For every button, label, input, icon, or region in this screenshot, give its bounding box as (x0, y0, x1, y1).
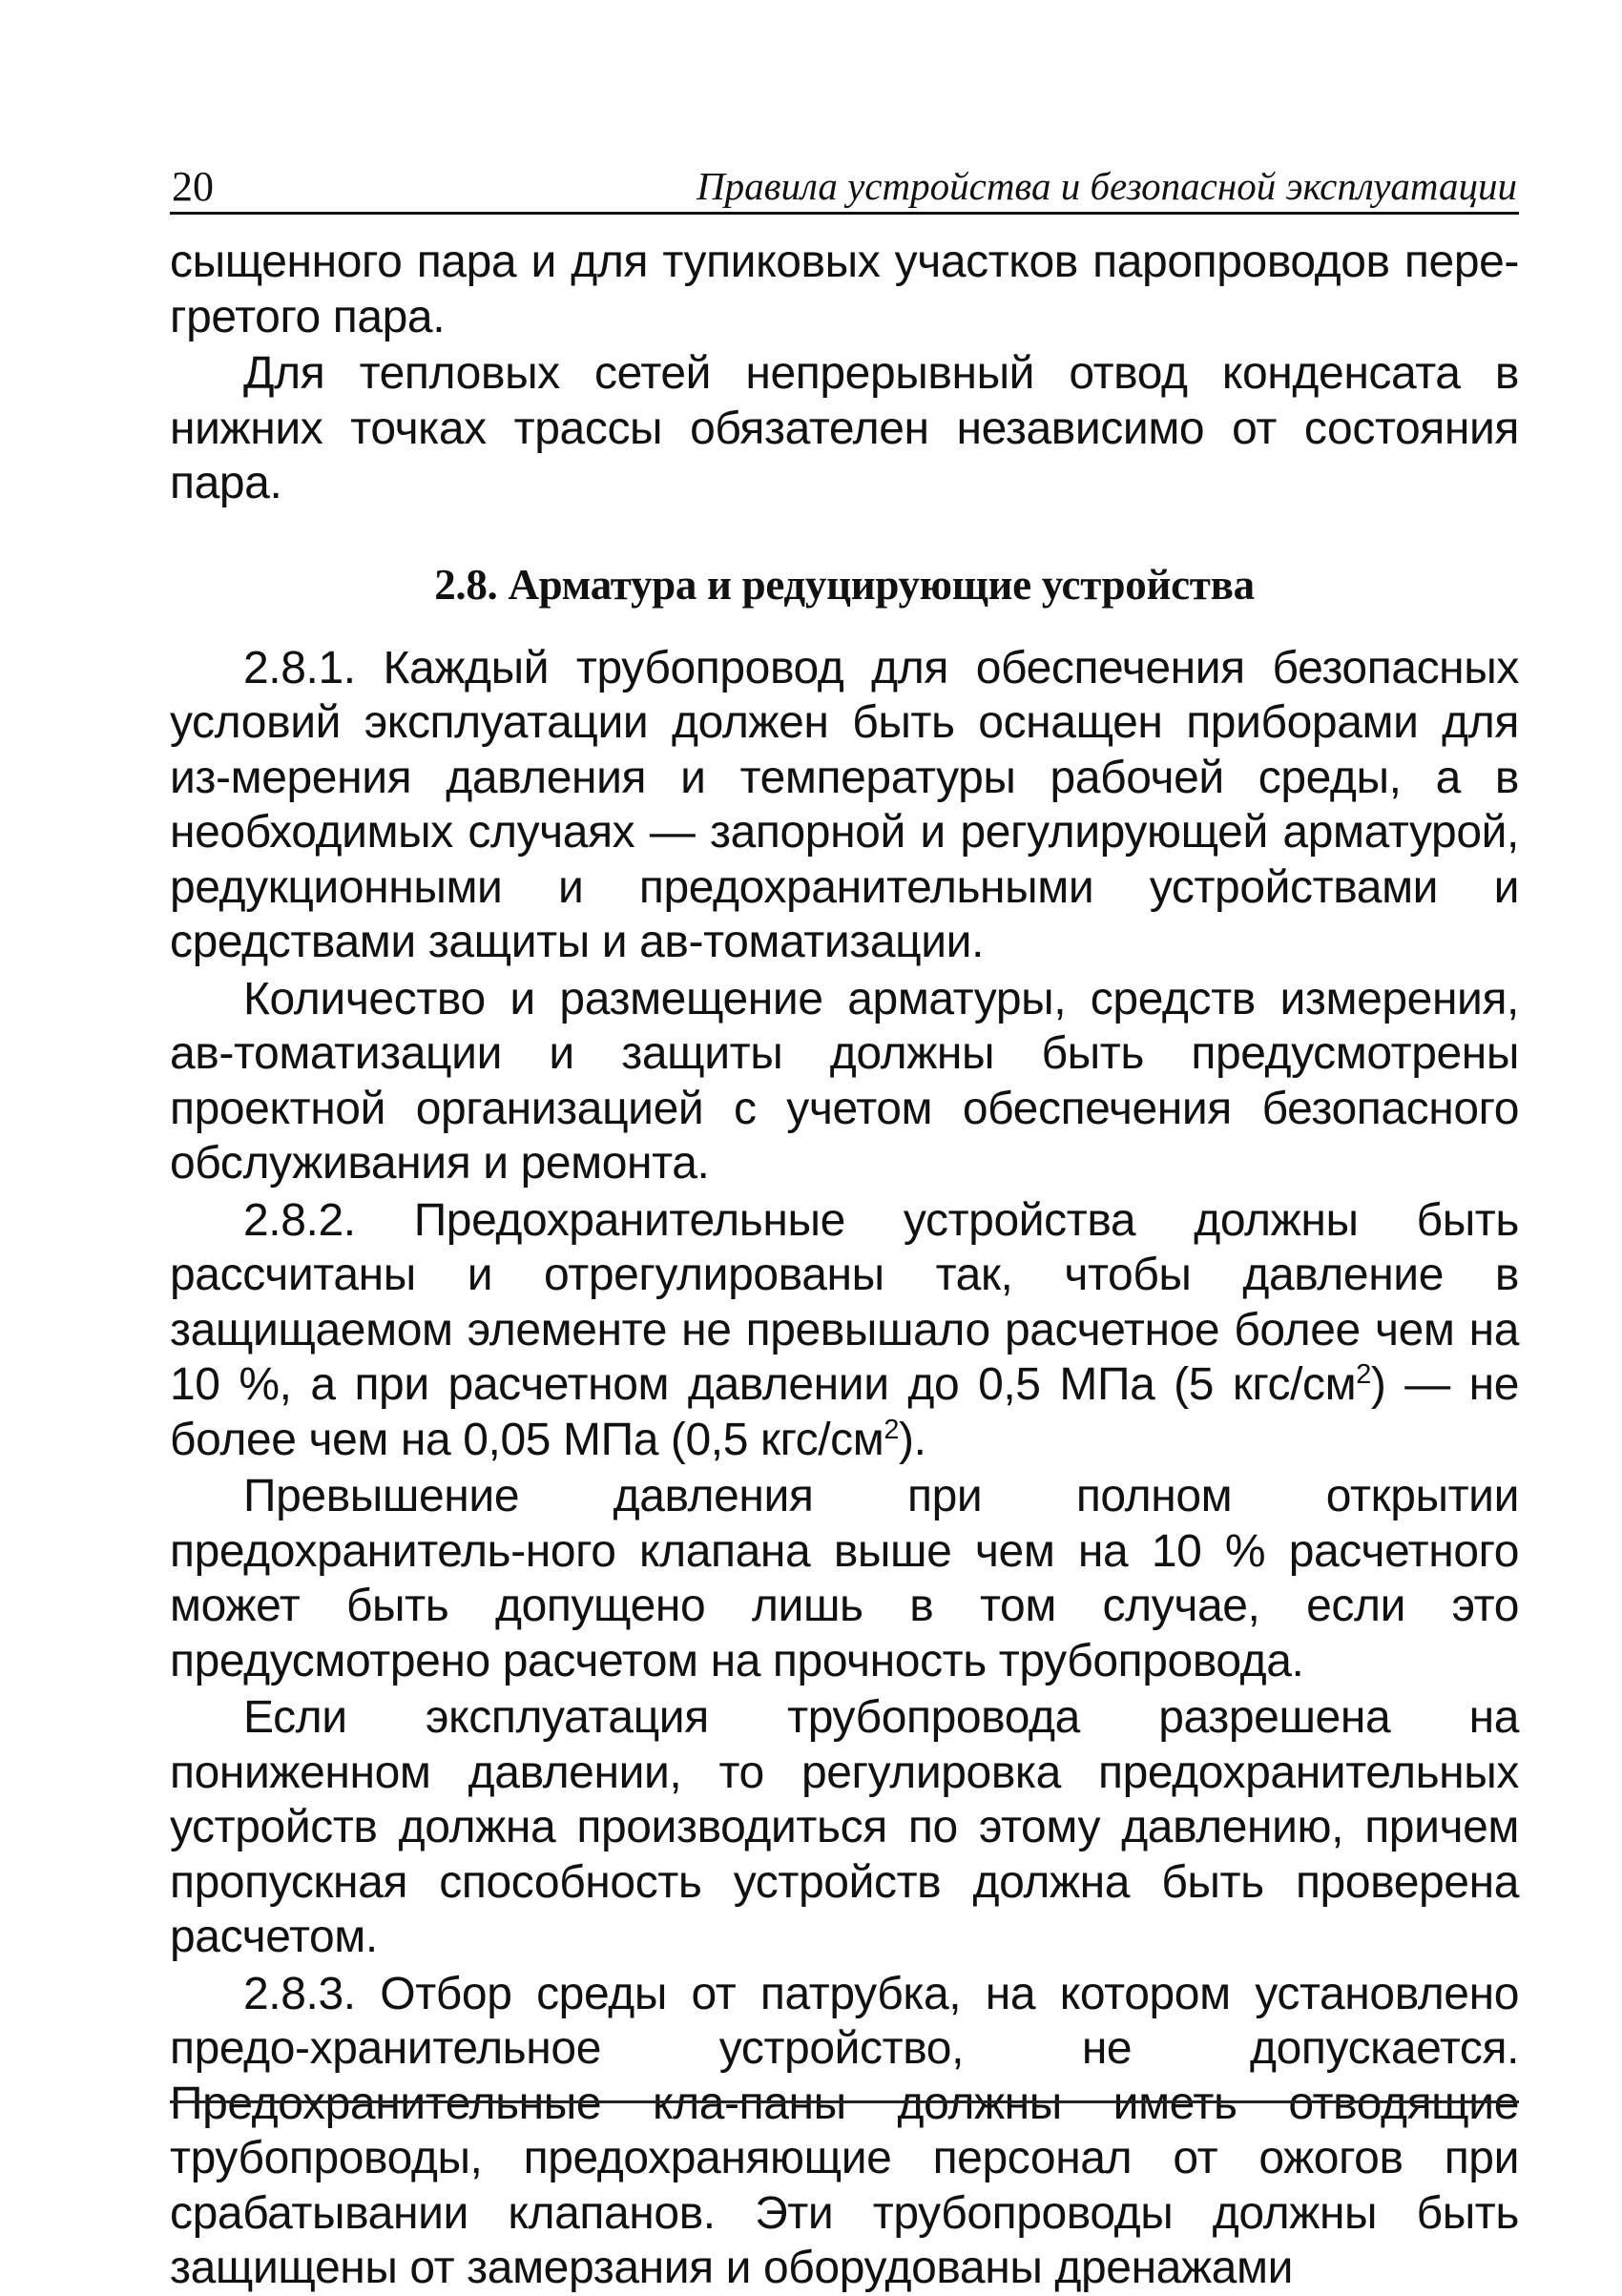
paragraph-2-8-2-text-b: ) — не более чем на 0,05 МПа (0,5 кгс/см (170, 1359, 1519, 1465)
paragraph-continuation: сыщенного пара и для тупиковых участков паропроводов пере-гретого пара. (170, 237, 1519, 342)
paragraph-quantity: Количество и размещение арматуры, средств измерения, ав-томатизации и защиты должны быть предусмотрены проектной организацией с учетом обеспечения безопасного обслуживания и ремонта. (170, 973, 1519, 1189)
running-title: Правила устройства и безопасной эксплуатации (697, 164, 1517, 208)
page-body (170, 235, 1519, 2296)
paragraph-condensate: Для тепловых сетей непрерывный отвод конденсата в нижних точках трассы обязателен независимо от состояния пара. (170, 348, 1519, 508)
paragraph-overpressure: Превышение давления при полном открытии предохранитель-ного клапана выше чем на 10 % расчетного может быть допущено лишь в том случае, если это предусмотрено расчетом на прочность трубопровода. (170, 1471, 1519, 1686)
page-number: 20 (172, 163, 214, 210)
section-heading: 2.8. Арматура и редуцирующие устройства (434, 560, 1255, 609)
paragraph-2-8-1: 2.8.1. Каждый трубопровод для обеспечения безопасных условий эксплуатации должен быть оснащен приборами для из-мерения давления и температуры рабочей среды, а в необходимых случаях — запорной и регулирующей арматурой, редукционными и предохранительными устройствами и средствами защиты и ав-томатизации. (170, 642, 1519, 967)
paragraph-reduced-pressure: Если эксплуатация трубопровода разрешена на пониженном давлении, то регулировка предохранительных устройств должна производиться по этому давлению, причем пропускная способность устройств должна быть проверена расчетом. (170, 1692, 1519, 1962)
paragraph-2-8-3: 2.8.3. Отбор среды от патрубка, на котором установлено предо-хранительное устройство, не допускается. Предохранительные кла-паны должны иметь отводящие трубопроводы, предохраняющие персонал от ожогов при срабатывании клапанов. Эти трубопроводы должны быть защищены от замерзания и оборудованы дренажами (170, 1968, 1519, 2293)
paragraph-2-8-2-text-c: ). (898, 1414, 926, 1465)
paragraph-2-8-2-text-a: 2.8.2. Предохранительные устройства должны быть рассчитаны и отрегулированы так, чтобы давление в защищаемом элементе не превышало расчетное более чем на 10 %, а при расчетном давлении до 0,5 МПа (5 кгс/см (170, 1194, 1519, 1410)
page-header (170, 160, 1519, 215)
superscript-2: 2 (884, 1414, 899, 1445)
paragraph-2-8-2 (170, 1193, 1519, 1468)
superscript-2: 2 (1356, 1359, 1371, 1390)
footer-rule (170, 2100, 1519, 2103)
